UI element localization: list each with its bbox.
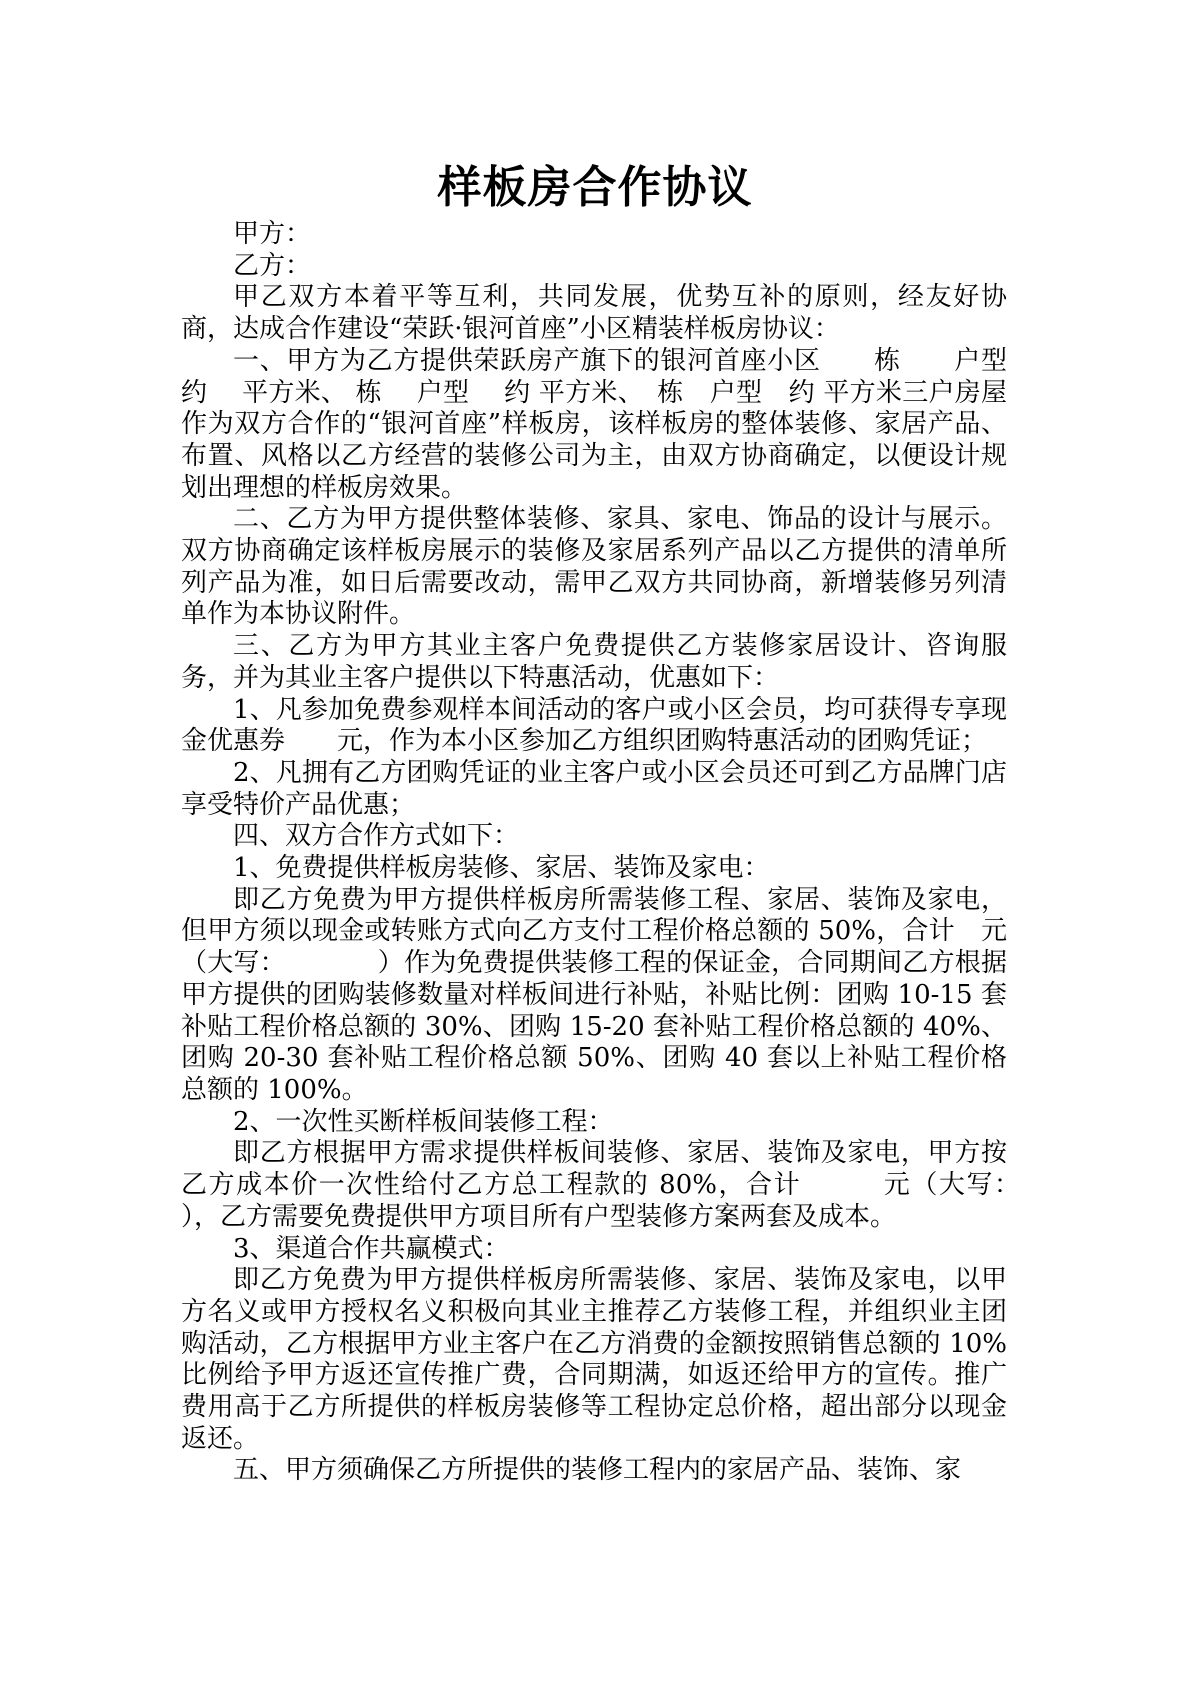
clause-3-paragraph: 三、乙方为甲方其业主客户免费提供乙方装修家居设计、咨询服务，并为其业主客户提供以下特惠活动，优惠如下： <box>181 631 1007 693</box>
clause-4-item-2-body: 即乙方根据甲方需求提供样板间装修、家居、装饰及家电，甲方按乙方成本价一次性给付乙方总工程款的 80%，合计 元（大写： ），乙方需要免费提供甲方项目所有户型装修方案两套及成本。 <box>181 1138 1112 1232</box>
clause-2-paragraph: 二、乙方为甲方提供整体装修、家具、家电、饰品的设计与展示。双方协商确定该样板房展示的装修及家居系列产品以乙方提供的清单所列产品为准，如日后需要改动，需甲乙双方共同协商，新增装修另列清单作为本协议附件。 <box>181 504 1007 630</box>
clause-4-item-2-heading: 2、一次性买断样板间装修工程： <box>233 1106 614 1137</box>
clause-1-paragraph: 一、甲方为乙方提供荣跃房产旗下的银河首座小区 栋 户型约 平方米、 栋 户型 约 平方米、 栋 户型 约 平方米三户房屋作为双方合作的“银河首座”样板房，该样板房的整体装修、家居产品、布置、风格以乙方经营的装修公司为主，由双方协商确定，以便设计规划出理想的样板房效果。 <box>181 345 1007 503</box>
clause-4-item-3-body: 即乙方免费为甲方提供样板房所需装修、家居、装饰及家电，以甲方名义或甲方授权名义积极向其业主推荐乙方装修工程，并组织业主团购活动，乙方根据甲方业主客户在乙方消费的金额按照销售总额的 10%比例给予甲方返还宣传推广费，合同期满，如返还给甲方的宣传。推广费用高于乙方所提供的样板房装修等工程协定总价格，超出部分以现金返还。 <box>181 1265 1007 1454</box>
party-b-line: 乙方： <box>233 250 312 281</box>
clause-4-item-3-heading: 3、渠道合作共赢模式： <box>233 1233 510 1264</box>
preamble-paragraph: 甲乙双方本着平等互利，共同发展，优势互补的原则，经友好协商，达成合作建设“荣跃·银河首座”小区精装样板房协议： <box>181 282 1007 345</box>
party-a-line: 甲方： <box>233 219 312 249</box>
clause-3-item-2: 2、凡拥有乙方团购凭证的业主客户或小区会员还可到乙方品牌门店享受特价产品优惠； <box>181 757 1007 820</box>
clause-3-item-1: 1、凡参加免费参观样本间活动的客户或小区会员，均可获得专享现金优惠券 元，作为本小区参加乙方组织团购特惠活动的团购凭证； <box>181 694 1007 757</box>
clause-5-paragraph: 五、甲方须确保乙方所提供的装修工程内的家居产品、装饰、家 <box>233 1455 962 1486</box>
clause-4-heading: 四、双方合作方式如下： <box>233 821 520 852</box>
document-title: 样板房合作协议 <box>437 162 753 213</box>
clause-4-item-1-heading: 1、免费提供样板房装修、家居、装饰及家电： <box>233 853 770 884</box>
document-body <box>181 219 1112 1487</box>
clause-4-item-1-body: 即乙方免费为甲方提供样板房所需装修工程、家居、装饰及家电，但甲方须以现金或转账方式向乙方支付工程价格总额的 50%，合计 元（大写： ）作为免费提供装修工程的保证金，合同期间乙方根据甲方提供的团购装修数量对样板间进行补贴，补贴比例：团购 10-15 套补贴工程价格总额的 30%、团购 15-20 套补贴工程价格总额的 40%、团购 20-30 套补贴工程价格总额 50%、团购 40 套以上补贴工程价格总额的 100%。 <box>181 884 1007 1105</box>
